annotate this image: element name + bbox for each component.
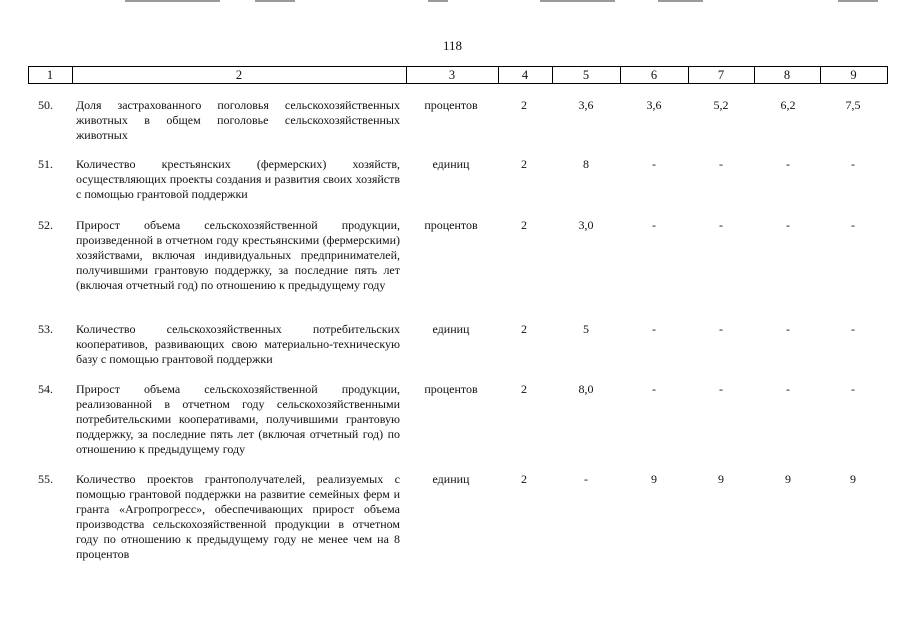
value-col-9: - bbox=[851, 382, 855, 396]
row-number: 55. bbox=[38, 472, 53, 486]
row-number: 51. bbox=[38, 157, 53, 171]
value-col-6: - bbox=[652, 157, 656, 171]
column-header-6: 6 bbox=[650, 68, 658, 82]
value-col-7: 5,2 bbox=[713, 98, 729, 112]
column-header-2: 2 bbox=[235, 68, 243, 82]
value-col-6: 9 bbox=[651, 472, 657, 486]
value-col-8: - bbox=[786, 157, 790, 171]
value-col-6: - bbox=[652, 382, 656, 396]
scan-artifact-line bbox=[428, 0, 448, 2]
unit-of-measure: единиц bbox=[432, 157, 470, 171]
value-col-4: 2 bbox=[521, 322, 527, 336]
value-col-8: 6,2 bbox=[780, 98, 796, 112]
value-col-6: - bbox=[652, 218, 656, 232]
indicator-description: Прирост объема сельскохозяйственной продукции, произведенной в отчетном году крестьянскими (фермерскими) хозяйствами, включая индивидуальных предпринимателей, получившими грантовую поддержку, за последние пять лет (включая отчетный год) по отношению к предыдущему году bbox=[76, 218, 400, 292]
value-col-6: 3,6 bbox=[646, 98, 662, 112]
row-number: 52. bbox=[38, 218, 53, 232]
column-header-1: 1 bbox=[46, 68, 54, 82]
row-number: 54. bbox=[38, 382, 53, 396]
unit-of-measure: процентов bbox=[424, 218, 478, 232]
value-col-7: - bbox=[719, 382, 723, 396]
value-col-4: 2 bbox=[521, 472, 527, 486]
indicator-description: Количество крестьянских (фермерских) хозяйств, осуществляющих проекты создания и развития своих хозяйств с помощью грантовой поддержки bbox=[76, 157, 400, 201]
value-col-6: - bbox=[652, 322, 656, 336]
column-header-3: 3 bbox=[448, 68, 456, 82]
column-header-8: 8 bbox=[783, 68, 791, 82]
scan-artifact-line bbox=[838, 0, 878, 2]
value-col-5: 3,6 bbox=[578, 98, 594, 112]
value-col-9: - bbox=[851, 157, 855, 171]
value-col-4: 2 bbox=[521, 157, 527, 171]
value-col-7: - bbox=[719, 218, 723, 232]
scan-artifact-line bbox=[540, 0, 615, 2]
unit-of-measure: процентов bbox=[424, 382, 478, 396]
scan-artifact-line bbox=[658, 0, 703, 2]
value-col-8: 9 bbox=[785, 472, 791, 486]
value-col-5: 3,0 bbox=[578, 218, 594, 232]
value-col-7: - bbox=[719, 322, 723, 336]
value-col-9: - bbox=[851, 322, 855, 336]
indicator-description: Доля застрахованного поголовья сельскохозяйственных животных в общем поголовье сельскохозяйственных животных bbox=[76, 98, 400, 142]
scan-artifact-line bbox=[255, 0, 295, 2]
column-header-9: 9 bbox=[850, 68, 857, 82]
value-col-5: 5 bbox=[583, 322, 589, 336]
indicator-description: Прирост объема сельскохозяйственной продукции, реализованной в отчетном году сельскохозяйственными потребительскими кооперативами, получившими грантовую поддержку, за последние пять лет (включая отчетный год) по отношению к предыдущему году bbox=[76, 382, 400, 456]
column-header-7: 7 bbox=[717, 68, 725, 82]
row-number: 50. bbox=[38, 98, 53, 112]
value-col-8: - bbox=[786, 322, 790, 336]
value-col-9: 7,5 bbox=[845, 98, 861, 112]
value-col-5: 8,0 bbox=[578, 382, 594, 396]
value-col-9: 9 bbox=[850, 472, 856, 486]
column-divider bbox=[887, 66, 888, 83]
indicator-description: Количество проектов грантополучателей, реализуемых с помощью грантовой поддержки на развитие семейных ферм и гранта «Агропрогресс», обеспечивающих прирост объема производства сельскохозяйственной продукции в отчетном году по отношению к предыдущему году не менее чем на 8 процентов bbox=[76, 472, 400, 561]
scan-artifact-line bbox=[125, 0, 220, 2]
unit-of-measure: единиц bbox=[432, 472, 470, 486]
row-number: 53. bbox=[38, 322, 53, 336]
value-col-5: - bbox=[584, 472, 588, 486]
indicator-description: Количество сельскохозяйственных потребительских кооперативов, развивающих свою материально-техническую базу с помощью грантовой поддержки bbox=[76, 322, 400, 366]
column-header-5: 5 bbox=[582, 68, 590, 82]
value-col-4: 2 bbox=[521, 382, 527, 396]
value-col-8: - bbox=[786, 382, 790, 396]
value-col-4: 2 bbox=[521, 98, 527, 112]
value-col-7: - bbox=[719, 157, 723, 171]
value-col-8: - bbox=[786, 218, 790, 232]
value-col-7: 9 bbox=[718, 472, 724, 486]
value-col-9: - bbox=[851, 218, 855, 232]
header-bottom-rule bbox=[28, 83, 888, 84]
unit-of-measure: процентов bbox=[424, 98, 478, 112]
unit-of-measure: единиц bbox=[432, 322, 470, 336]
page-number: 118 bbox=[442, 38, 463, 53]
value-col-5: 8 bbox=[583, 157, 589, 171]
column-header-4: 4 bbox=[521, 68, 529, 82]
value-col-4: 2 bbox=[521, 218, 527, 232]
